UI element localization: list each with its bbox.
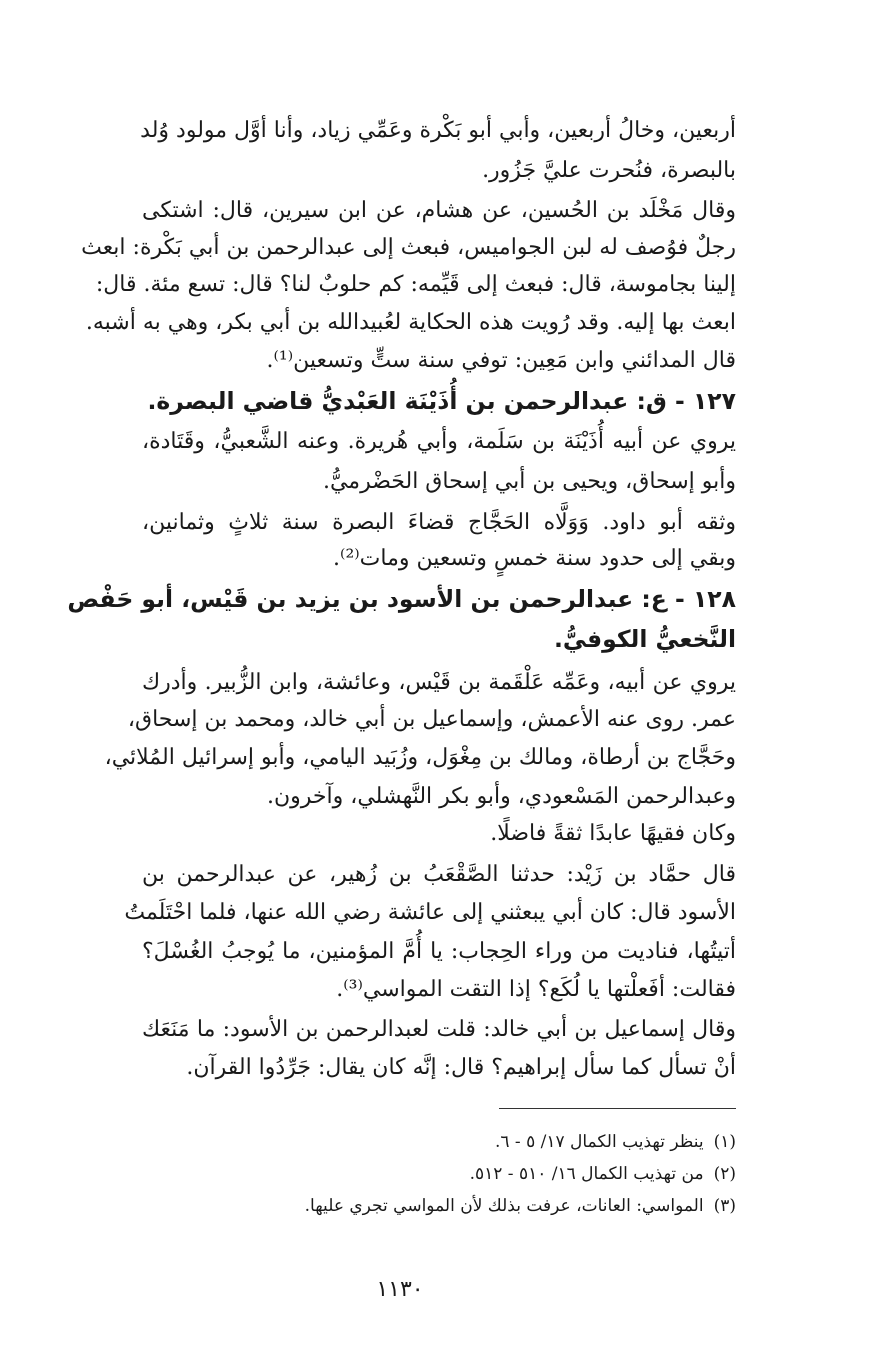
footnote-text: من تهذيب الكمال ١٦/ ٥١٠ - ٥١٢. [469, 1164, 704, 1184]
footnote-number: (٢) [713, 1164, 736, 1184]
text-line: أتيتُها، فناديت من وراء الحِجاب: يا أُمَّ المؤمنين، ما يُوجبُ الغُسْلَ؟ [142, 939, 736, 964]
text-line: وثقه أبو داود. وَوَلَّاه الحَجَّاج قضاءَ البصرة سنة ثلاثٍ وثمانين، [142, 510, 736, 535]
text-line: أنْ تسأل كما سأل إبراهيم؟ قال: إنَّه كان يقال: جَرِّدُوا القرآن. [186, 1055, 736, 1080]
text-line: وعبدالرحمن المَسْعودي، وأبو بكر النَّهشلي، وآخرون. [266, 784, 736, 809]
text-line: رجلٌ فوُصف له لبن الجواميس، فبعث إلى عبدالرحمن بن أبي بَكْرة: ابعث [81, 235, 736, 260]
footnote-text: المواسي: العانات، عرفت بذلك لأن المواسي تجري عليها. [304, 1196, 704, 1216]
text-line: ابعث بها إليه. وقد رُويت هذه الحكاية لعُبيدالله بن أبي بكر، وهي به أشبه. [85, 310, 736, 335]
entry-heading-128-cont: النَّخعيُّ الكوفيُّ. [554, 625, 736, 653]
text-line: وحَجَّاج بن أرطاة، ومالك بن مِغْوَل، وزُبَيد اليامي، وأبو إسرائيل المُلائي، [104, 745, 736, 770]
text-line: أربعين، وخالُ أربعين، وأبي أبو بَكْرة وعَمِّي زياد، وأنا أوَّل مولود وُلد [140, 118, 736, 143]
footnote [142, 1130, 736, 1154]
text-line: إلينا بجاموسة، قال: فبعث إلى قَيِّمه: كم حلوبٌ لنا؟ قال: تسع مئة. قال: [95, 272, 736, 297]
entry-heading-128: ١٢٨ - ع: عبدالرحمن بن الأسود بن يزيد بن قَيْس، أبو حَفْص [67, 585, 736, 613]
footnote-divider [499, 1108, 736, 1109]
footnote-number: (١) [713, 1132, 736, 1152]
text-line: يروي عن أبيه، وعَمِّه عَلْقَمة بن قَيْس، وعائشة، وابن الزُّبير. وأدرك [142, 670, 736, 695]
text-line: يروي عن أبيه أُذَيْنَة بن سَلَمة، وأبي هُريرة. وعنه الشَّعبيُّ، وقَتَادة، [142, 429, 736, 454]
text-line: وبقي إلى حدود سنة خمسٍ وتسعين ومات⁽²⁾. [333, 546, 736, 571]
text-line: وأبو إسحاق، ويحيى بن أبي إسحاق الحَضْرميُّ. [322, 469, 736, 494]
text-line: قال المدائني وابن مَعِين: توفي سنة ستٍّ وتسعين⁽¹⁾. [266, 348, 736, 373]
page-number: ١١٣٠ [376, 1277, 424, 1302]
footnote-number: (٣) [713, 1196, 736, 1216]
footnote [142, 1162, 736, 1186]
footnote [142, 1194, 736, 1218]
text-line: الأسود قال: كان أبي يبعثني إلى عائشة رضي الله عنها، فلما احْتَلَمتُ [124, 900, 736, 925]
text-line: عمر. روى عنه الأعمش، وإسماعيل بن أبي خالد، ومحمد بن إسحاق، [127, 707, 736, 732]
footnote-text: ينظر تهذيب الكمال ١٧/ ٥ - ٦. [494, 1132, 704, 1152]
text-line: وكان فقيهًا عابدًا ثقةً فاضلًا. [490, 821, 736, 846]
text-line: فقالت: أفَعلْتها يا لُكَع؟ إذا التقت المواسي⁽³⁾. [336, 977, 736, 1002]
text-line: وقال مَخْلَد بن الحُسين، عن هشام، عن ابن سيرين، قال: اشتكى [142, 198, 736, 223]
text-line: قال حمَّاد بن زَيْد: حدثنا الصَّقْعَبُ بن زُهير، عن عبدالرحمن بن [142, 862, 736, 887]
text-line: وقال إسماعيل بن أبي خالد: قلت لعبدالرحمن بن الأسود: ما مَنَعَك [142, 1017, 736, 1042]
entry-heading-127: ١٢٧ - ق: عبدالرحمن بن أُذَيْنَة العَبْديُّ قاضي البصرة. [147, 387, 736, 415]
text-line: بالبصرة، فنُحرت عليَّ جَزُور. [482, 158, 736, 183]
